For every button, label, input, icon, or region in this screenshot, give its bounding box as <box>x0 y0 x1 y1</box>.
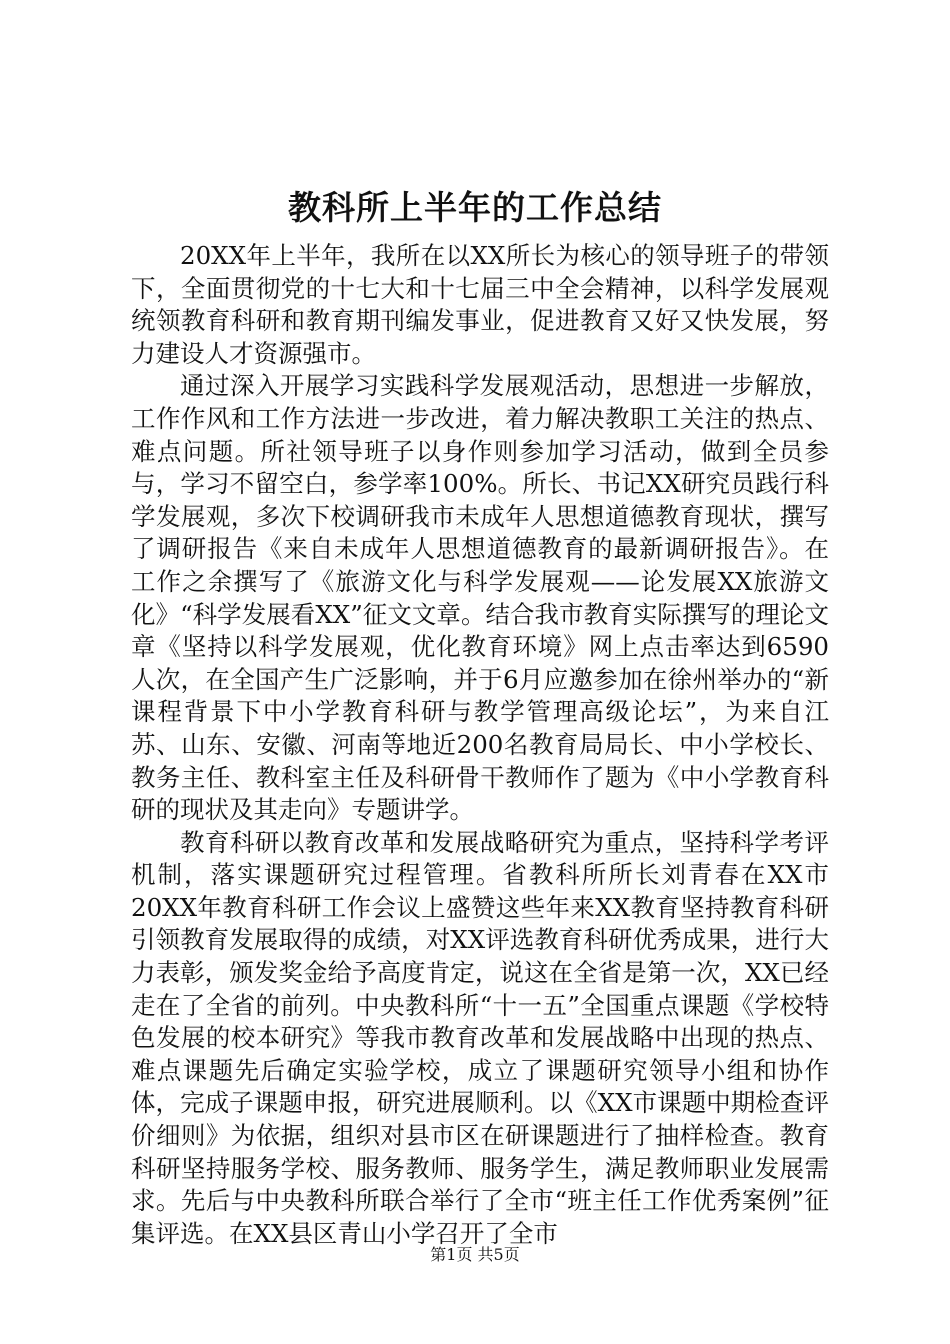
paragraph: 教育科研以教育改革和发展战略研究为重点，坚持科学考评机制，落实课题研究过程管理。省教科所所长刘青春在XX市20XX年教育科研工作会议上盛赞这些年来XX教育坚持教育科研引领教育发展取得的成绩，对XX评选教育科研优秀成果，进行大力表彰，颁发奖金给予高度肯定，说这在全省是第一次，XX已经走在了全省的前列。中央教科所“十一五”全国重点课题《学校特色发展的校本研究》等我市教育改革和发展战略中出现的热点、难点课题先后确定实验学校，成立了课题研究领导小组和协作体，完成子课题申报，研究进展顺利。以《XX市课题中期检查评价细则》为依据，组织对县市区在研课题进行了抽样检查。教育科研坚持服务学校、服务教师、服务学生，满足教师职业发展需求。先后与中央教科所联合举行了全市“班主任工作优秀案例”征集评选。在XX县区青山小学召开了全市 <box>131 827 829 1248</box>
paragraph: 20XX年上半年，我所在以XX所长为核心的领导班子的带领下，全面贯彻党的十七大和十七届三中全会精神，以科学发展观统领教育科研和教育期刊编发事业，促进教育又好又快发展，努力建设人才资源强市。 <box>131 241 829 368</box>
document-body <box>131 240 829 1250</box>
document-title: 教科所上半年的工作总结 <box>288 188 662 227</box>
page-number-footer: 第1页 共5页 <box>430 1245 520 1264</box>
paragraph: 通过深入开展学习实践科学发展观活动，思想进一步解放，工作作风和工作方法进一步改进，着力解决教职工关注的热点、难点问题。所社领导班子以身作则参加学习活动，做到全员参与，学习不留空白，参学率100%。所长、书记XX研究员践行科学发展观，多次下校调研我市未成年人思想道德教育现状，撰写了调研报告《来自未成年人思想道德教育的最新调研报告》。在工作之余撰写了《旅游文化与科学发展观——论发展XX旅游文化》“科学发展看XX”征文文章。结合我市教育实际撰写的理论文章《坚持以科学发展观，优化教育环境》网上点击率达到6590人次，在全国产生广泛影响，并于6月应邀参加在徐州举办的“新课程背景下中小学教育科研与教学管理高级论坛”，为来自江苏、山东、安徽、河南等地近200名教育局局长、中小学校长、教务主任、教科室主任及科研骨干教师作了题为《中小学教育科研的现状及其走向》专题讲学。 <box>131 371 829 825</box>
